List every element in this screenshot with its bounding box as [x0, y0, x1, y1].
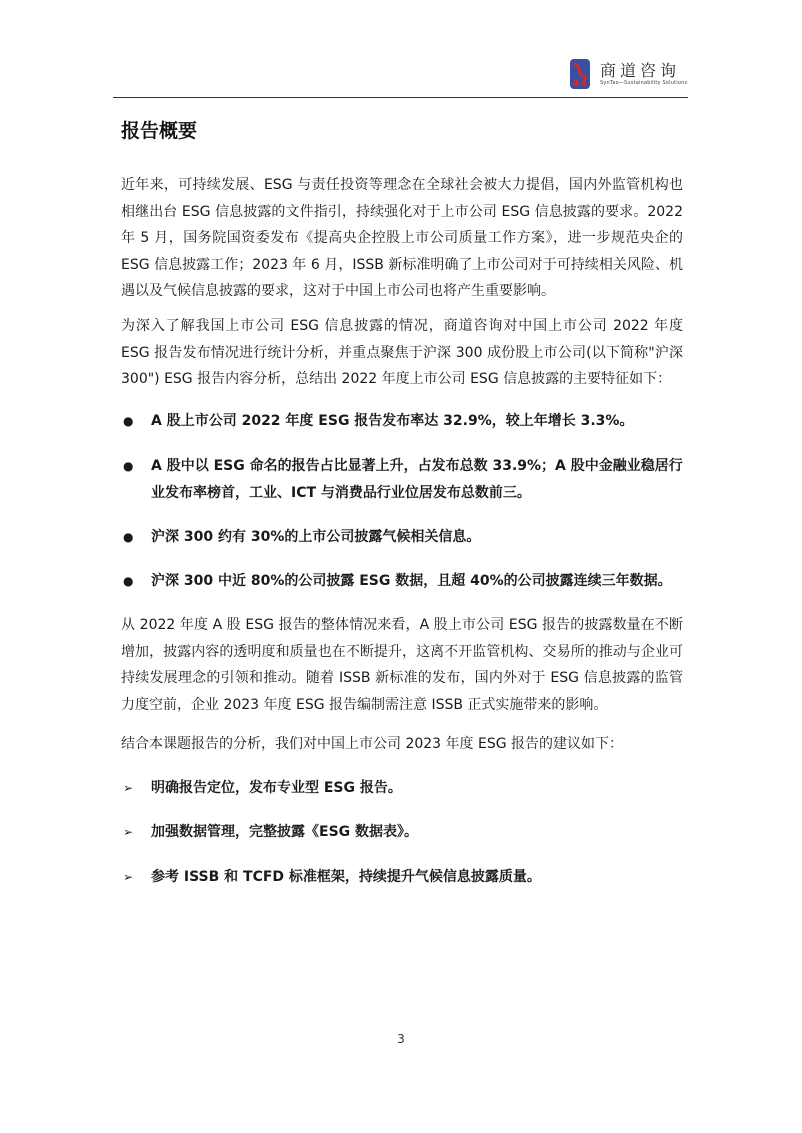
analysis-paragraph: 为深入了解我国上市公司 ESG 信息披露的情况，商道咨询对中国上市公司 2022 年度 ESG 报告发布情况进行统计分析，并重点聚焦于沪深 300 成份股上市公司(以下简称"沪深 300") ESG 报告内容分析，总结出 2022 年度上市公司 ESG 信息披露的主要特征如下：	[121, 318, 683, 387]
recommendation-text: 参考 ISSB 和 TCFD 标准框架，持续提升气候信息披露质量。	[151, 869, 541, 885]
logo-emblem-icon	[566, 56, 594, 92]
feature-text: 沪深 300 中近 80%的公司披露 ESG 数据，且超 40%的公司披露连续三年数据。	[151, 573, 672, 589]
logo-text: 商道咨询	[600, 61, 681, 80]
feature-item	[121, 453, 683, 507]
feature-item	[121, 568, 683, 595]
recommendation-text: 明确报告定位，发布专业型 ESG 报告。	[151, 780, 402, 796]
bullet-icon: ●	[123, 530, 134, 544]
recommendation-item	[121, 864, 683, 891]
recommendation-item	[121, 775, 683, 802]
arrow-bullet-icon: ➢	[123, 781, 134, 795]
logo-subtitle: SynTao—Sustainability Solutions	[600, 80, 688, 86]
arrow-bullet-icon: ➢	[123, 825, 134, 839]
page-number: 3	[397, 1032, 405, 1046]
intro-paragraph: 近年来，可持续发展、ESG 与责任投资等理念在全球社会被大力提倡，国内外监管机构也相继出台 ESG 信息披露的文件指引，持续强化对于上市公司 ESG 信息披露的要求。2022 年 5 月，国务院国资委发布《提高央企控股上市公司质量工作方案》，进一步规范央企的 ESG 信息披露工作；2023 年 6 月，ISSB 新标准明确了上市公司对于可持续相关风险、机遇以及气候信息披露的要求，这对于中国上市公司也将产生重要影响。	[121, 177, 683, 299]
company-logo	[566, 56, 696, 94]
summary-paragraph: 从 2022 年度 A 股 ESG 报告的整体情况来看，A 股上市公司 ESG 报告的披露数量在不断增加，披露内容的透明度和质量也在不断提升，这离不开监管机构、交易所的推动与企业可持续发展理念的引领和推动。随着 ISSB 新标准的发布，国内外对于 ESG 信息披露的监管力度空前，企业 2023 年度 ESG 报告编制需注意 ISSB 正式实施带来的影响。	[121, 617, 683, 713]
bullet-icon: ●	[123, 574, 134, 588]
feature-text: A 股中以 ESG 命名的报告占比显著上升，占发布总数 33.9%；A 股中金融业稳居行业发布率榜首，工业、ICT 与消费品行业位居发布总数前三。	[151, 458, 683, 501]
feature-text: A 股上市公司 2022 年度 ESG 报告发布率达 32.9%，较上年增长 3.3%。	[151, 413, 634, 429]
bullet-icon: ●	[123, 414, 134, 428]
bullet-icon: ●	[123, 459, 134, 473]
arrow-bullet-icon: ➢	[123, 870, 134, 884]
feature-item	[121, 408, 683, 435]
recommendation-intro: 结合本课题报告的分析，我们对中国上市公司 2023 年度 ESG 报告的建议如下：	[121, 736, 624, 752]
page-title: 报告概要	[121, 120, 198, 142]
feature-text: 沪深 300 约有 30%的上市公司披露气候相关信息。	[151, 529, 481, 545]
header-divider	[113, 97, 688, 98]
feature-item	[121, 524, 683, 551]
recommendation-text: 加强数据管理，完整披露《ESG 数据表》。	[151, 824, 419, 840]
recommendation-item	[121, 819, 683, 846]
